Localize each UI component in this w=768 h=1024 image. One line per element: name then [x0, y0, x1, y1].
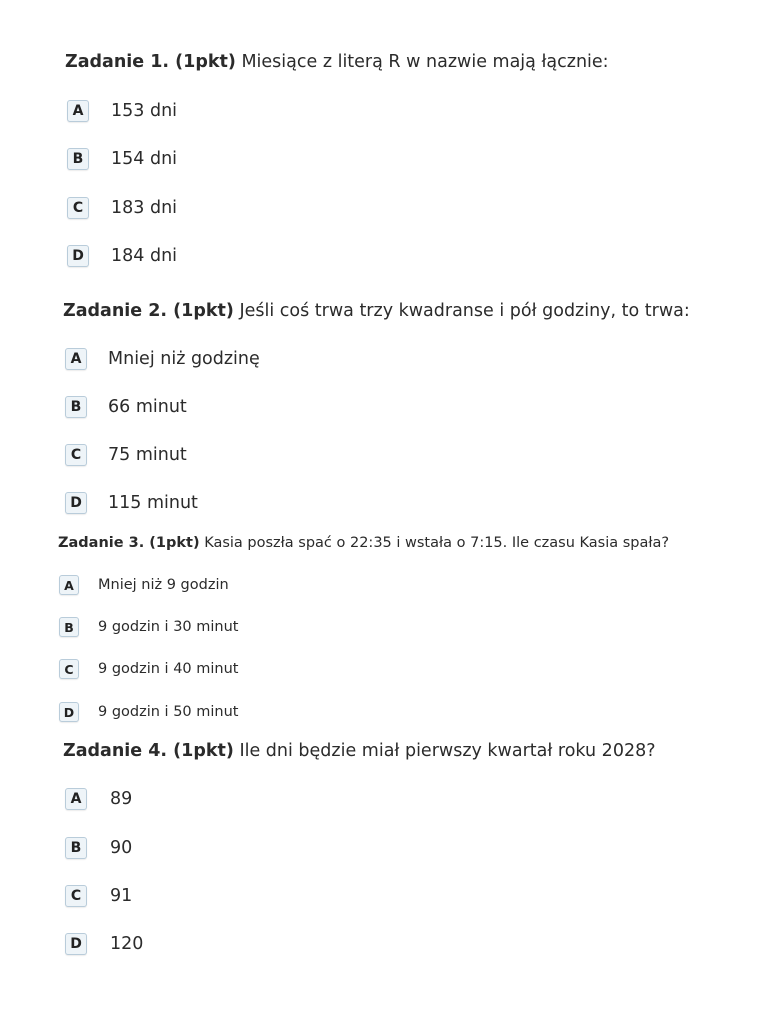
option-text: 154 dni [111, 149, 178, 169]
option-letter-badge: B [65, 837, 87, 859]
option-letter-badge: B [65, 396, 87, 418]
answer-option-b[interactable] [65, 837, 132, 859]
task-question-text: Miesiące z literą R w nazwie mają łącznie: [241, 52, 609, 72]
option-text: 75 minut [108, 445, 187, 465]
option-letter-badge: D [65, 933, 87, 955]
task-question-text: Kasia poszła spać o 22:35 i wstała o 7:15. Ile czasu Kasia spała? [204, 535, 670, 551]
answer-option-a[interactable] [59, 575, 229, 595]
option-text: 120 [110, 934, 144, 954]
answer-option-b[interactable] [65, 396, 187, 418]
option-letter-badge: D [67, 245, 89, 267]
task-number-label: Zadanie 3. (1pkt) [58, 535, 200, 551]
option-letter-badge: A [65, 788, 87, 810]
answer-option-c[interactable] [65, 444, 187, 466]
answer-option-c[interactable] [67, 197, 177, 219]
option-letter-badge: C [67, 197, 89, 219]
answer-option-a[interactable] [65, 348, 260, 370]
option-letter-badge: D [59, 702, 79, 722]
option-letter-badge: D [65, 492, 87, 514]
option-letter-badge: B [59, 617, 79, 637]
option-letter-badge: C [59, 659, 79, 679]
task-question-text: Jeśli coś trwa trzy kwadranse i pół godziny, to trwa: [239, 301, 690, 321]
task-number-label: Zadanie 2. (1pkt) [63, 301, 234, 321]
answer-option-d[interactable] [65, 933, 143, 955]
option-text: 183 dni [111, 198, 178, 218]
option-text: 89 [110, 789, 133, 809]
option-letter-badge: B [67, 148, 89, 170]
option-text: 66 minut [108, 397, 187, 417]
task-number-label: Zadanie 4. (1pkt) [63, 741, 234, 761]
task-number-label: Zadanie 1. (1pkt) [65, 52, 236, 72]
option-text: Mniej niż godzinę [108, 349, 260, 369]
option-text: 9 godzin i 50 minut [98, 704, 239, 720]
answer-option-a[interactable] [65, 788, 132, 810]
option-text: Mniej niż 9 godzin [98, 577, 229, 593]
option-text: 184 dni [111, 246, 178, 266]
task-question-text: Ile dni będzie miał pierwszy kwartał roku 2028? [239, 741, 656, 761]
answer-option-b[interactable] [67, 148, 177, 170]
option-text: 115 minut [108, 493, 198, 513]
option-text: 153 dni [111, 101, 178, 121]
answer-option-d[interactable] [65, 492, 198, 514]
option-letter-badge: C [65, 444, 87, 466]
option-text: 9 godzin i 40 minut [98, 661, 239, 677]
option-letter-badge: C [65, 885, 87, 907]
option-text: 9 godzin i 30 minut [98, 619, 239, 635]
task-question [58, 535, 669, 551]
answer-option-c[interactable] [65, 885, 132, 907]
answer-option-a[interactable] [67, 100, 177, 122]
answer-option-d[interactable] [59, 702, 238, 722]
task-question [63, 301, 690, 321]
option-letter-badge: A [59, 575, 79, 595]
answer-option-c[interactable] [59, 659, 238, 679]
task-question [63, 741, 656, 761]
option-letter-badge: A [67, 100, 89, 122]
option-text: 90 [110, 838, 133, 858]
task-question [65, 52, 609, 72]
option-text: 91 [110, 886, 133, 906]
answer-option-d[interactable] [67, 245, 177, 267]
answer-option-b[interactable] [59, 617, 238, 637]
option-letter-badge: A [65, 348, 87, 370]
